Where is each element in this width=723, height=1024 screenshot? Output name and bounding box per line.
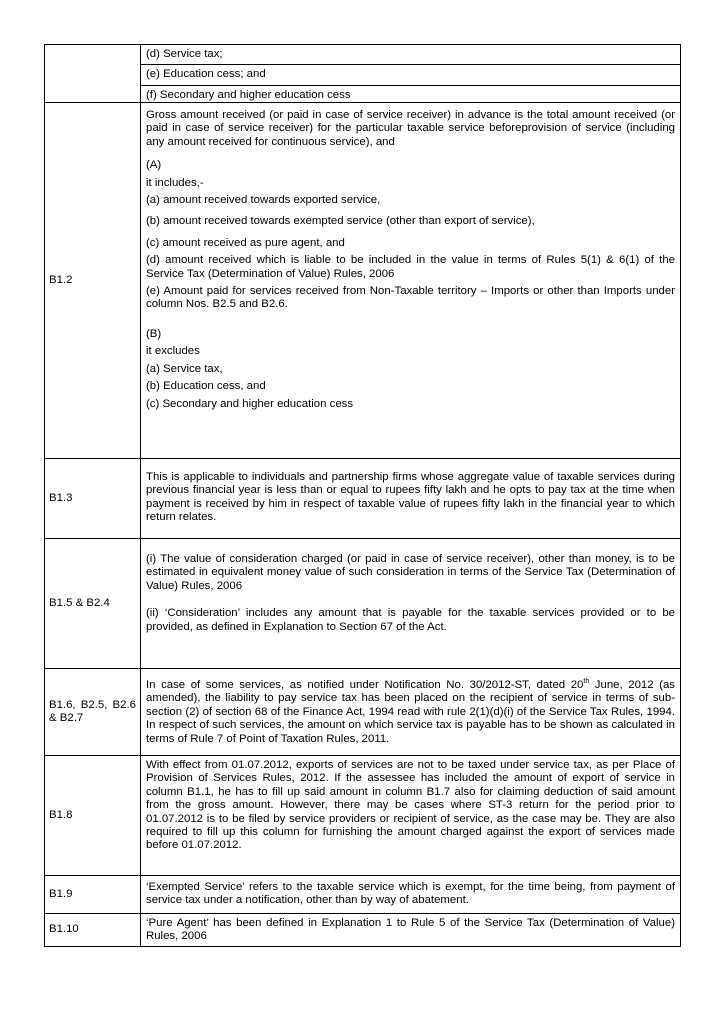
table-row [44,755,681,875]
list-item: (b) amount received towards exempted service (other than export of service), [146,215,535,228]
list-item: (a) Service tax, [146,362,223,375]
row-text: With effect from 01.07.2012, exports of services are not to be taxed under service tax, as per Place of Provision of Services Rules, 2012. If the assessee has included the amount of export of service in column B1.1, he has to fill up said amount in column B1.7 also for claiming deduction of said amount from the gross amount. However, there may be cases where ST-3 return for the period prior to 01.07.2012 is to be filed by service providers or recipient of service, as the case may be. They are also required to fill up this column for furnishing the amount charged against the export of services made before 01.07.2012. [146,759,675,852]
row-text: ‘Pure Agent’ has been defined in Explanation 1 to Rule 5 of the Service Tax (Determination of Value) Rules, 2006 [146,917,675,943]
table-row [44,102,681,458]
row-paragraph: (i) The value of consideration charged (or paid in case of service receiver), other than money, is to be estimated in equivalent money value of such consideration in terms of the Service Tax (Determination of Value) Rules, 2006 [146,553,675,592]
row-intro: Gross amount received (or paid in case of service receiver) in advance is the total amount received (or paid in case of service receiver) for the particular taxable service beforeprovision of service (including any amount received for continuous service), and [146,109,675,148]
list-item: (c) Secondary and higher education cess [146,397,354,410]
row-content [141,669,680,755]
row-code: B1.3 [45,459,141,538]
table-row [44,913,681,947]
row-code [45,45,141,102]
row-content [141,539,680,668]
instructions-table [44,44,681,947]
row-code: B1.8 [45,756,141,875]
row-code: B1.2 [45,103,141,458]
row-content [141,103,680,458]
list-item: (d) Service tax; [146,48,223,60]
section-b-subheading: it excludes [146,345,200,358]
row-paragraph: (ii) ‘Consideration’ includes any amount that is payable for the taxable services provided or to be provided, as defined in Explanation to Section 67 of the Act. [146,607,675,633]
row-code: B1.6, B2.5, B2.6 & B2.7 [45,669,141,755]
ordinal-suffix: th [583,678,590,686]
row-content [141,876,680,913]
table-row [44,668,681,755]
list-item: (f) Secondary and higher education cess [141,85,680,105]
row-code: B1.10 [45,914,141,946]
row-code: B1.9 [45,876,141,913]
table-row [44,458,681,538]
list-item: (d) amount received which is liable to be included in the value in terms of Rules 5(1) & 6(1) of the Service Tax (Determination of Value) Rules, 2006 [146,254,675,280]
table-row [44,875,681,913]
list-item: (e) Amount paid for services received from Non-Taxable territory – Imports or other than Imports under column Nos. B2.5 and B2.6. [146,285,675,311]
table-row [44,44,681,102]
table-row [44,538,681,668]
row-content [141,45,680,102]
row-code: B1.5 & B2.4 [45,539,141,668]
row-content [141,914,680,946]
row-text: This is applicable to individuals and partnership firms whose aggregate value of taxable services during previous financial year is less than or equal to rupees fifty lakh and he opts to pay tax at the time when payment is received by him in respect of taxable value of rupees fifty lakh in the financial year to which return relates. [146,471,675,524]
row-content [141,756,680,875]
row-content [141,459,680,538]
row-text-post: June, 2012 (as amended), the liability to pay service tax has been placed on the recipient of service in terms of sub-section (2) of section 68 of the Finance Act, 1994 read with rule 2(1)(d)(i) of the Service Tax Rules, 1994. In respect of such services, the amount on which service tax is payable has to be shown as calculated in terms of Rule 7 of Point of Taxation Rules, 2011. [146,679,675,745]
list-item: (c) amount received as pure agent, and [146,236,345,249]
row-text: ‘Exempted Service’ refers to the taxable service which is exempt, for the time being, from payment of service tax under a notification, other than by way of abatement. [146,881,675,907]
list-item: (a) amount received towards exported service, [146,194,381,207]
row-text-pre: In case of some services, as notified under Notification No. 30/2012-ST, dated 20 [146,679,584,691]
section-b-heading: (B) [146,327,162,340]
section-a-heading: (A) [146,159,162,172]
section-a-subheading: it includes,- [146,176,204,189]
row-text [146,679,675,746]
list-item: (e) Education cess; and [141,64,680,84]
list-item: (b) Education cess, and [146,380,266,393]
